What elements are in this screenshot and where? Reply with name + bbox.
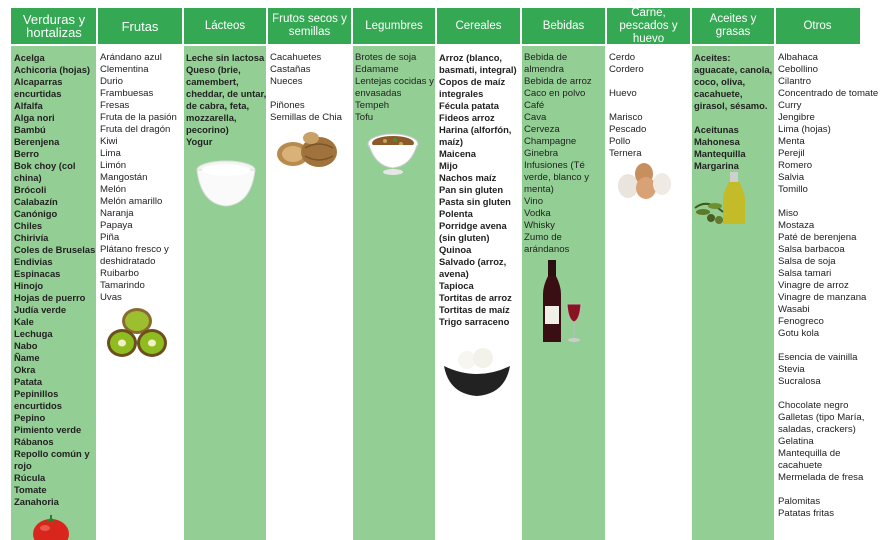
list-item: Polenta xyxy=(439,208,473,219)
list-item: Brócoli xyxy=(14,184,47,195)
olive-oil-icon xyxy=(693,168,763,230)
lentil-bowl-icon xyxy=(365,128,421,176)
list-item: Marisco xyxy=(609,112,643,123)
list-item: Nueces xyxy=(270,76,303,87)
list-item: Bebida de almendra xyxy=(524,52,568,75)
list-item: Repollo común y rojo xyxy=(14,448,90,471)
column-header: Cereales xyxy=(436,8,521,46)
list-item: Leche sin lactosa xyxy=(186,52,265,63)
column-otros xyxy=(775,8,880,540)
list-item: Frambuesas xyxy=(100,88,154,99)
list-item: Sucralosa xyxy=(778,376,821,387)
list-item: Plátano fresco y deshidratado xyxy=(100,244,169,267)
list-item: Alga nori xyxy=(14,112,55,123)
item-list xyxy=(436,46,521,328)
list-item: Piña xyxy=(100,232,120,243)
list-item: Achicoria (hojas) xyxy=(14,64,91,75)
list-item: Caco en polvo xyxy=(524,88,586,99)
list-item: Aceitunas xyxy=(694,124,739,135)
list-item: Trigo sarraceno xyxy=(439,316,510,327)
list-item: Castañas xyxy=(270,64,311,75)
list-item: Quinoa xyxy=(439,244,472,255)
kiwi-icon xyxy=(104,305,170,359)
list-item: Ruibarbo xyxy=(100,268,139,279)
spacer xyxy=(778,340,880,352)
walnuts-icon xyxy=(275,130,341,170)
list-item: Mahonesa xyxy=(694,136,740,147)
list-item: Melón amarillo xyxy=(100,196,163,207)
list-item: Cilantro xyxy=(778,76,812,87)
yogurt-bowl-icon xyxy=(195,158,257,208)
list-item: Cerdo xyxy=(609,52,636,63)
list-item: Cacahuetes xyxy=(270,52,322,63)
list-item: Wasabi xyxy=(778,304,810,315)
list-item: Patatas fritas xyxy=(778,508,834,519)
list-item: Pasta sin gluten xyxy=(439,196,511,207)
list-item: Brotes de soja xyxy=(355,52,417,63)
spacer xyxy=(778,484,880,496)
column-header: Legumbres xyxy=(352,8,436,46)
list-item: Tomate xyxy=(14,484,47,495)
list-item: Pollo xyxy=(609,136,631,147)
list-item: Calabazín xyxy=(14,196,58,207)
list-item: Harina (alforfón, maíz) xyxy=(439,124,512,147)
list-item: Tofu xyxy=(355,112,374,123)
list-item: Aceites: aguacate, canola, coco, oliva, cacahuete, girasol, sésamo. xyxy=(694,52,773,111)
list-item: Vinagre de manzana xyxy=(778,292,867,303)
list-item: Alcaparras encurtidas xyxy=(14,76,63,99)
list-item: Lechuga xyxy=(14,328,53,339)
list-item: Jengibre xyxy=(778,112,815,123)
list-item: Zanahoria xyxy=(14,496,59,507)
list-item: Tomillo xyxy=(778,184,808,195)
list-item: Melón xyxy=(100,184,127,195)
list-item: Fruta del dragón xyxy=(100,124,171,135)
list-item: Salsa barbacoa xyxy=(778,244,845,255)
column-header: Frutos secos y semillas xyxy=(267,8,352,46)
item-list xyxy=(97,46,183,304)
list-item: Tapioca xyxy=(439,280,474,291)
list-item: Infusiones (Té verde, blanco y menta) xyxy=(524,160,590,195)
list-item: Pan sin gluten xyxy=(439,184,504,195)
list-item: Paté de berenjena xyxy=(778,232,857,243)
column-header: Bebidas xyxy=(521,8,606,46)
list-item: Margarina xyxy=(694,160,739,171)
list-item: Chiles xyxy=(14,220,43,231)
column-header: Verduras y hortalizas xyxy=(11,8,97,46)
list-item: Naranja xyxy=(100,208,134,219)
list-item: Coles de Bruselas xyxy=(14,244,96,255)
list-item: Espinacas xyxy=(14,268,61,279)
list-item: Piñones xyxy=(270,100,305,111)
list-item: Bebida de arroz xyxy=(524,76,592,87)
column-lacteos xyxy=(183,8,267,540)
list-item: Pepino xyxy=(14,412,46,423)
list-item: Galletas (tipo María, saladas, crackers) xyxy=(778,412,865,435)
list-item: Salvado (arroz, avena) xyxy=(439,256,507,279)
list-item: Chirivía xyxy=(14,232,49,243)
column-aceites xyxy=(691,8,775,540)
list-item: Mantequilla xyxy=(694,148,746,159)
list-item: Café xyxy=(524,100,545,111)
list-item: Arándano azul xyxy=(100,52,162,63)
column-verduras xyxy=(11,8,97,540)
list-item: Tempeh xyxy=(355,100,390,111)
rice-bowl-icon xyxy=(441,342,513,398)
item-list xyxy=(267,46,352,124)
list-item: Berro xyxy=(14,148,40,159)
list-item: Arroz (blanco, basmati, integral) xyxy=(439,52,517,75)
list-item: Limón xyxy=(100,160,127,171)
list-item: Acelga xyxy=(14,52,45,63)
column-header: Aceites y grasas xyxy=(691,8,775,46)
list-item: Fenogreco xyxy=(778,316,824,327)
list-item: Clementina xyxy=(100,64,149,75)
item-list xyxy=(521,46,606,256)
list-item: Salsa de soja xyxy=(778,256,836,267)
list-item: Berenjena xyxy=(14,136,60,147)
list-item: Endivias xyxy=(14,256,53,267)
item-list xyxy=(691,46,775,172)
list-item: Edamame xyxy=(355,64,399,75)
list-item: Rábanos xyxy=(14,436,54,447)
list-item: Queso (brie, camembert, cheddar, de untar, de cabra, feta, mozzarella, pecorino) xyxy=(186,64,267,135)
wine-bottle-icon xyxy=(541,258,583,346)
item-list xyxy=(11,46,97,508)
list-item: Uvas xyxy=(100,292,122,303)
list-item: Esencia de vainilla xyxy=(778,352,858,363)
list-item: Fécula patata xyxy=(439,100,499,111)
list-item: Ginebra xyxy=(524,148,559,159)
spacer xyxy=(778,388,880,400)
list-item: Vinagre de arroz xyxy=(778,280,849,291)
list-item: Nabo xyxy=(14,340,38,351)
list-item: Tortitas de arroz xyxy=(439,292,512,303)
list-item: Ñame xyxy=(14,352,40,363)
tomato-icon xyxy=(28,514,74,540)
list-item: Bambú xyxy=(14,124,46,135)
list-item: Okra xyxy=(14,364,36,375)
list-item: Mijo xyxy=(439,160,458,171)
list-item: Zumo de arándanos xyxy=(524,232,570,255)
column-cereales xyxy=(436,8,521,540)
list-item: Huevo xyxy=(609,88,637,99)
list-item: Pescado xyxy=(609,124,647,135)
column-carne xyxy=(606,8,691,540)
list-item: Gelatina xyxy=(778,436,814,447)
item-list xyxy=(352,46,436,124)
list-item: Semillas de Chia xyxy=(270,112,342,123)
list-item: Fresas xyxy=(100,100,130,111)
list-item: Pimiento verde xyxy=(14,424,82,435)
list-item: Pepinillos encurtidos xyxy=(14,388,62,411)
list-item: Fideos arroz xyxy=(439,112,495,123)
list-item: Concentrado de tomate xyxy=(778,88,879,99)
item-list xyxy=(183,46,267,148)
list-item: Patata xyxy=(14,376,43,387)
column-header: Otros xyxy=(775,8,860,46)
column-header: Lácteos xyxy=(183,8,267,46)
spacer xyxy=(778,196,880,208)
list-item: Champagne xyxy=(524,136,577,147)
list-item: Cebollino xyxy=(778,64,819,75)
list-item: Vino xyxy=(524,196,544,207)
list-item: Hinojo xyxy=(14,280,44,291)
list-item: Mostaza xyxy=(778,220,815,231)
list-item: Rúcula xyxy=(14,472,46,483)
column-legumbres xyxy=(352,8,436,540)
list-item: Salsa tamari xyxy=(778,268,832,279)
list-item: Kale xyxy=(14,316,34,327)
list-item: Romero xyxy=(778,160,813,171)
list-item: Lima xyxy=(100,148,121,159)
item-list xyxy=(775,46,880,520)
list-item: Hojas de puerro xyxy=(14,292,86,303)
eggs-icon xyxy=(614,162,674,200)
list-item: Yogur xyxy=(186,136,213,147)
spacer xyxy=(609,76,691,88)
column-header: Frutas xyxy=(97,8,183,46)
item-list xyxy=(606,46,691,160)
list-item: Nachos maíz xyxy=(439,172,497,183)
list-item: Canónigo xyxy=(14,208,58,219)
list-item: Tamarindo xyxy=(100,280,145,291)
list-item: Judía verde xyxy=(14,304,67,315)
column-frutas xyxy=(97,8,183,540)
column-header: Carne, pescados y huevo xyxy=(606,8,691,46)
list-item: Curry xyxy=(778,100,802,111)
list-item: Albahaca xyxy=(778,52,819,63)
list-item: Mantequilla de cacahuete xyxy=(778,448,841,471)
list-item: Ternera xyxy=(609,148,642,159)
list-item: Papaya xyxy=(100,220,133,231)
list-item: Menta xyxy=(778,136,805,147)
list-item: Mangostán xyxy=(100,172,148,183)
list-item: Gotu kola xyxy=(778,328,820,339)
column-frutos-secos xyxy=(267,8,352,540)
list-item: Palomitas xyxy=(778,496,821,507)
list-item: Chocolate negro xyxy=(778,400,849,411)
list-item: Cordero xyxy=(609,64,644,75)
list-item: Copos de maíz integrales xyxy=(439,76,506,99)
list-item: Perejil xyxy=(778,148,805,159)
spacer xyxy=(270,88,352,100)
list-item: Durio xyxy=(100,76,123,87)
list-item: Lima (hojas) xyxy=(778,124,831,135)
list-item: Alfalfa xyxy=(14,100,43,111)
list-item: Cerveza xyxy=(524,124,560,135)
list-item: Fruta de la pasión xyxy=(100,112,177,123)
list-item: Maicena xyxy=(439,148,476,159)
list-item: Lentejas cocidas y envasadas xyxy=(355,76,434,99)
list-item: Bok choy (col china) xyxy=(14,160,76,183)
list-item: Salvia xyxy=(778,172,805,183)
spacer xyxy=(609,100,691,112)
list-item: Cava xyxy=(524,112,547,123)
list-item: Kiwi xyxy=(100,136,118,147)
spacer xyxy=(694,112,775,124)
list-item: Mermelada de fresa xyxy=(778,472,864,483)
list-item: Miso xyxy=(778,208,799,219)
list-item: Porridge avena (sin gluten) xyxy=(439,220,507,243)
list-item: Whisky xyxy=(524,220,555,231)
list-item: Stevia xyxy=(778,364,805,375)
list-item: Vodka xyxy=(524,208,551,219)
list-item: Tortitas de maíz xyxy=(439,304,510,315)
